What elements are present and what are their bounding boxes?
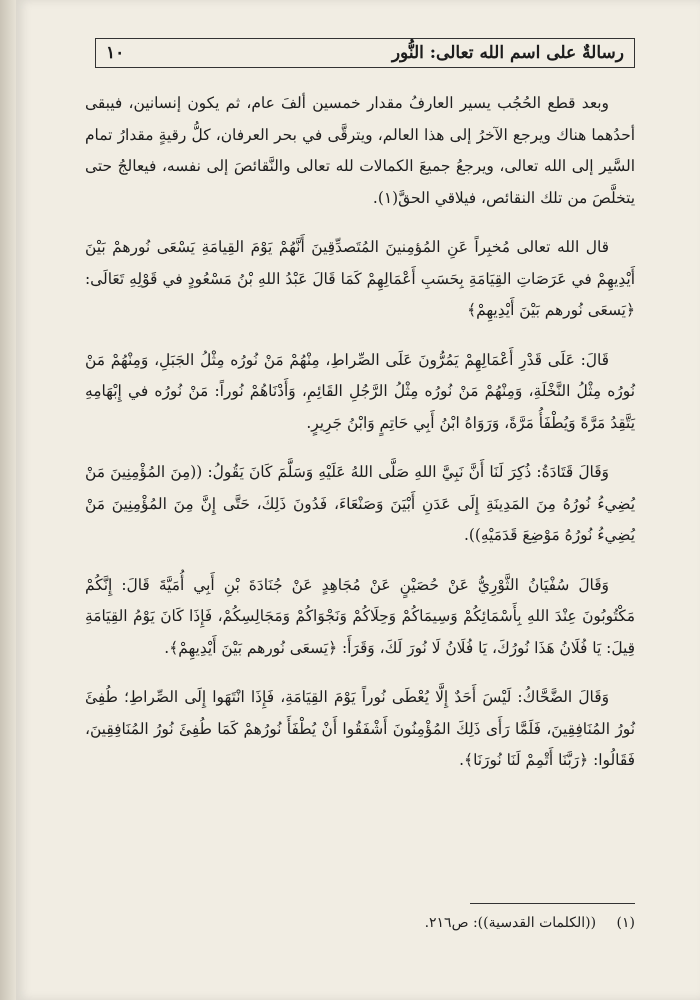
paragraph: قَالَ: عَلَى قَدْرِ أَعْمَالِهِمْ يَمُرُّونَ عَلَى الصِّراطِ، مِنْهُمْ مَنْ نُورُه مِثْلُ الجَبَلِ، وَمِنْهُمْ مَنْ نُورُه مِثْلُ النَّخْلَةِ، وَمِنْهُمْ مَنْ نُورُه مِثْلُ الرَّجُلِ القَائِمِ، وَأَدْنَاهُمْ نُوراً: مَنْ نُورُه في إِبْهَامِهِ يَتَّقِدُ مَرَّةً وَيُطْفَأُ مَرَّةً، وَرَوَاهُ ابْنُ أَبِي حَاتِمٍ وَابْنُ جَرِيرٍ.	[85, 350, 635, 432]
footnote-separator	[470, 903, 635, 904]
paragraph: وَقَالَ سُفْيَانُ الثَّوْرِيُّ عَنْ حُصَيْنٍ عَنْ مُجَاهِدٍ عَنْ جُنَادَةَ بْنِ أَبِي أُمَيَّةَ قَالَ: إِنَّكُمْ مَكْتُوبُونَ عِنْدَ اللهِ بِأَسْمَائِكُمْ وَسِيمَاكُمْ وَحِلَاكُمْ وَنَجْوَاكُمْ وَمَجَالِسِكُمْ، فَإِذَا كَانَ يَوْمُ القِيَامَةِ قِيلَ: يَا فُلَانُ هَذَا نُورُكَ، يَا فُلَانُ لَا نُورَ لَكَ، وَقَرَأَ: ﴿يَسعَى نُورهم بَيْنَ أَيْدِيهِمْ﴾.	[85, 575, 635, 657]
paragraph: قال الله تعالى مُخبِراً عَنِ المُؤمِنينَ المُتَصدِّقِينَ أَنَّهُمْ يَوْمَ القِيامَةِ يَسْعَى نُورهمْ بَيْنَ أَيْدِيهِمْ في عَرَصَاتِ القِيَامَةِ بِحَسَبِ أَعْمَالِهِمْ كَمَا قَالَ عَبْدُ اللهِ بْنُ مَسْعُودٍ في قَوْلِهِ تَعَالَى: ﴿يَسعَى نُورهم بَيْنَ أَيْدِيهِمْ﴾	[85, 238, 635, 319]
paragraph: وبعد قطع الحُجُب يسير العارفُ مقدار خمسين ألفَ عام، ثم يكون إنسانين، فيبقى أحدُهما هناك ويرجع الآخرُ إلى هذا العالم، ويترقَّى في بحر العرفان، كلُّ رقيةٍ مقدارُ تمام السَّير إلى الله تعالى، ويرجعُ جميعَ الكمالات لله تعالى والنَّقائصَ إلى نفسه، فيعالجُ حتى يتخلَّصَ من تلك النقائص، فيلاقي الحقَّ(١).	[85, 94, 635, 207]
book-gutter	[0, 0, 16, 1000]
page-body	[85, 88, 635, 795]
page-number: ١٠	[106, 43, 125, 63]
footnote-text: ((الكلمات القدسية)): ص٢١٦.	[424, 915, 597, 931]
footnote-number: (١)	[616, 915, 635, 931]
footnote	[85, 912, 635, 934]
paragraph: وَقَالَ الضَّحَّاكُ: لَيْسَ أَحَدٌ إِلَّا يُعْطَى نُوراً يَوْمَ القِيَامَةِ، فَإِذَا انْتَهَوا إِلَى الصِّراطِ؛ طُفِئَ نُورُ المُنَافِقِينَ، فَلَمَّا رَأَى ذَلِكَ المُؤْمِنُونَ أَشْفَقُوا أَنْ يُطْفَأَ نُورُهمْ كَمَا طُفِئَ نُورُ المُنَافِقِينَ، فَقَالُوا: ﴿رَبَّنَا أَتْمِمْ لَنَا نُورَنَا﴾.	[85, 688, 635, 769]
running-title: رسالةٌ على اسم الله تعالى: النُّور	[391, 43, 624, 63]
page-header	[95, 38, 635, 68]
paragraph: وَقَالَ قَتَادَةُ: ذُكِرَ لَنَا أَنَّ نَبِيَّ اللهِ صَلَّى اللهُ عَلَيْهِ وَسَلَّمَ كَانَ يَقُولُ: ((مِنَ المُؤْمِنِينَ مَنْ يُضِيءُ نُورُهُ مِنَ المَدِينَةِ إِلَى عَدَنِ أَبْيَنَ وَصَنْعَاءَ، فَدُونَ ذَلِكَ، حَتَّى إِنَّ مِنَ المُؤْمِنِينَ مَنْ يُضِيءُ نُورُهُ مَوْضِعَ قَدَمَيْهِ)).	[85, 463, 635, 544]
